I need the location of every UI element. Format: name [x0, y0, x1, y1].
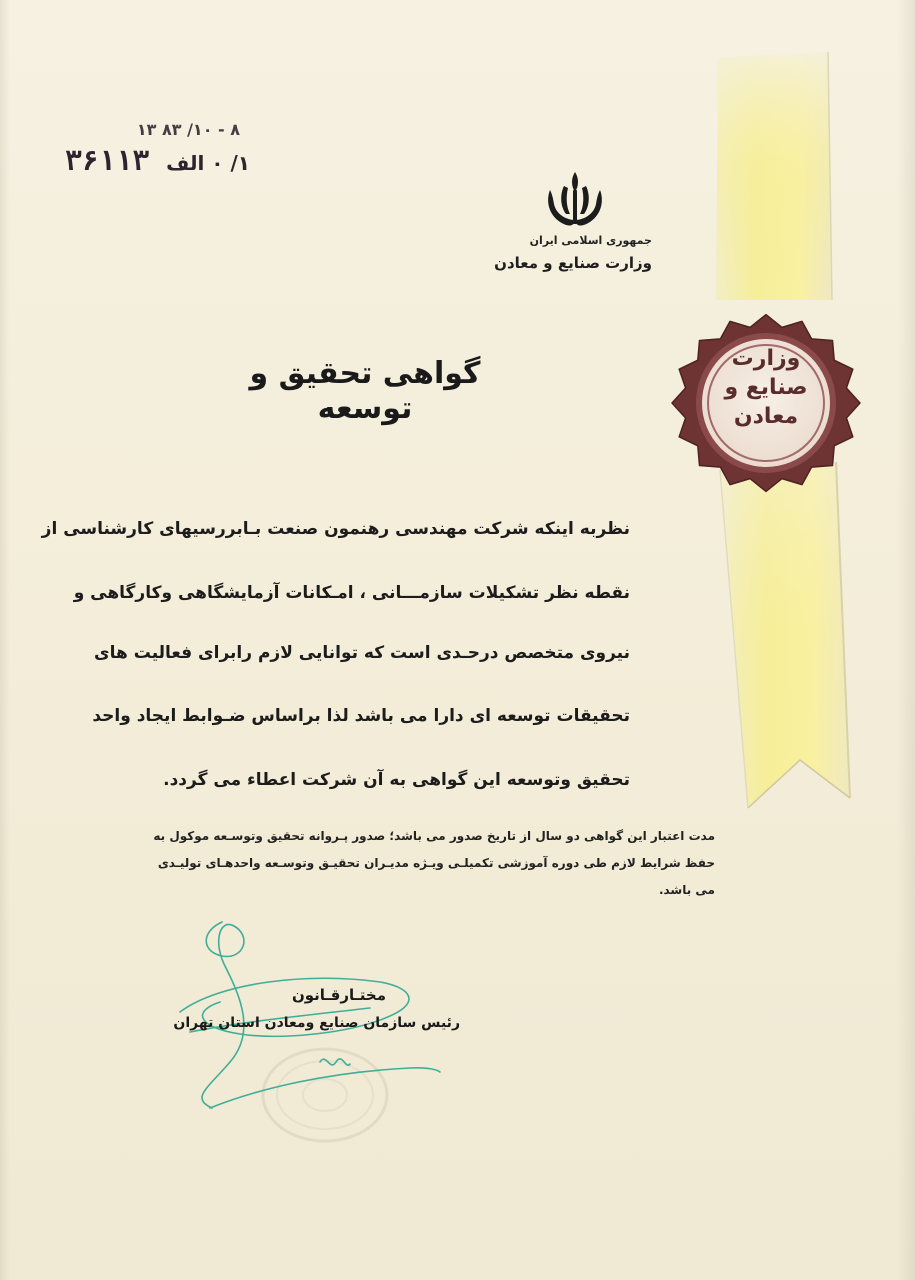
seal-text	[702, 344, 830, 431]
seal-line-1: وزارت	[731, 346, 801, 371]
note-line-1: مدت اعتبار این گواهی دو سال از تاریخ صدور می باشد؛ صدور پـروانه تحقیق وتوسـعه موکول به	[153, 829, 715, 843]
body-line-3: نیروی متخصص درحـدی است که توانایی لازم رابرای فعالیت های	[94, 643, 630, 663]
note-line-3: می باشد.	[658, 883, 715, 897]
header-country: جمهوری اسلامی ایران	[529, 234, 652, 247]
reference-suffix: ۱/ ۰ الف	[166, 151, 250, 175]
reference-stamp	[60, 118, 250, 188]
body-line-5: تحقیق وتوسعه این گواهی به آن شرکت اعطاء می گردد.	[163, 770, 630, 790]
body-line-1: نظربه اینکه شرکت مهندسی رهنمون صنعت بـابررسیهای کارشناسی از	[41, 519, 630, 539]
header-ministry: وزارت صنایع و معادن	[494, 254, 652, 272]
reference-number	[65, 144, 250, 177]
body-line-4: تحقیقات توسعه ای دارا می باشد لذا براساس ضـوابط ایجاد واحد	[92, 706, 630, 726]
body-line-2: نقطه نظر تشکیلات سازمـــانی ، امـکانات آزمایشگاهی وکارگاهی و	[73, 583, 630, 603]
seal-line-3: معادن	[733, 404, 799, 429]
signer-title: رئیس سازمان صنایع ومعادن استان تهران	[173, 1015, 460, 1031]
signer-name: مختـارقـانون	[291, 986, 386, 1004]
seal-line-2: صنایع و	[724, 375, 808, 400]
reference-date: ۸ - ۱۰/ ۸۳ ۱۳	[136, 120, 240, 139]
certificate-title: گواهی تحقیق و توسعه	[249, 356, 481, 426]
iran-emblem-icon	[544, 170, 606, 230]
reference-main-number: ۳۶۱۱۳	[64, 144, 150, 177]
note-line-2: حفظ شرایط لازم طی دوره آموزشی تکمیلـی ویـژه مدیـران تحقیـق وتوسـعه واحدهـای تولیـدی	[157, 856, 715, 870]
